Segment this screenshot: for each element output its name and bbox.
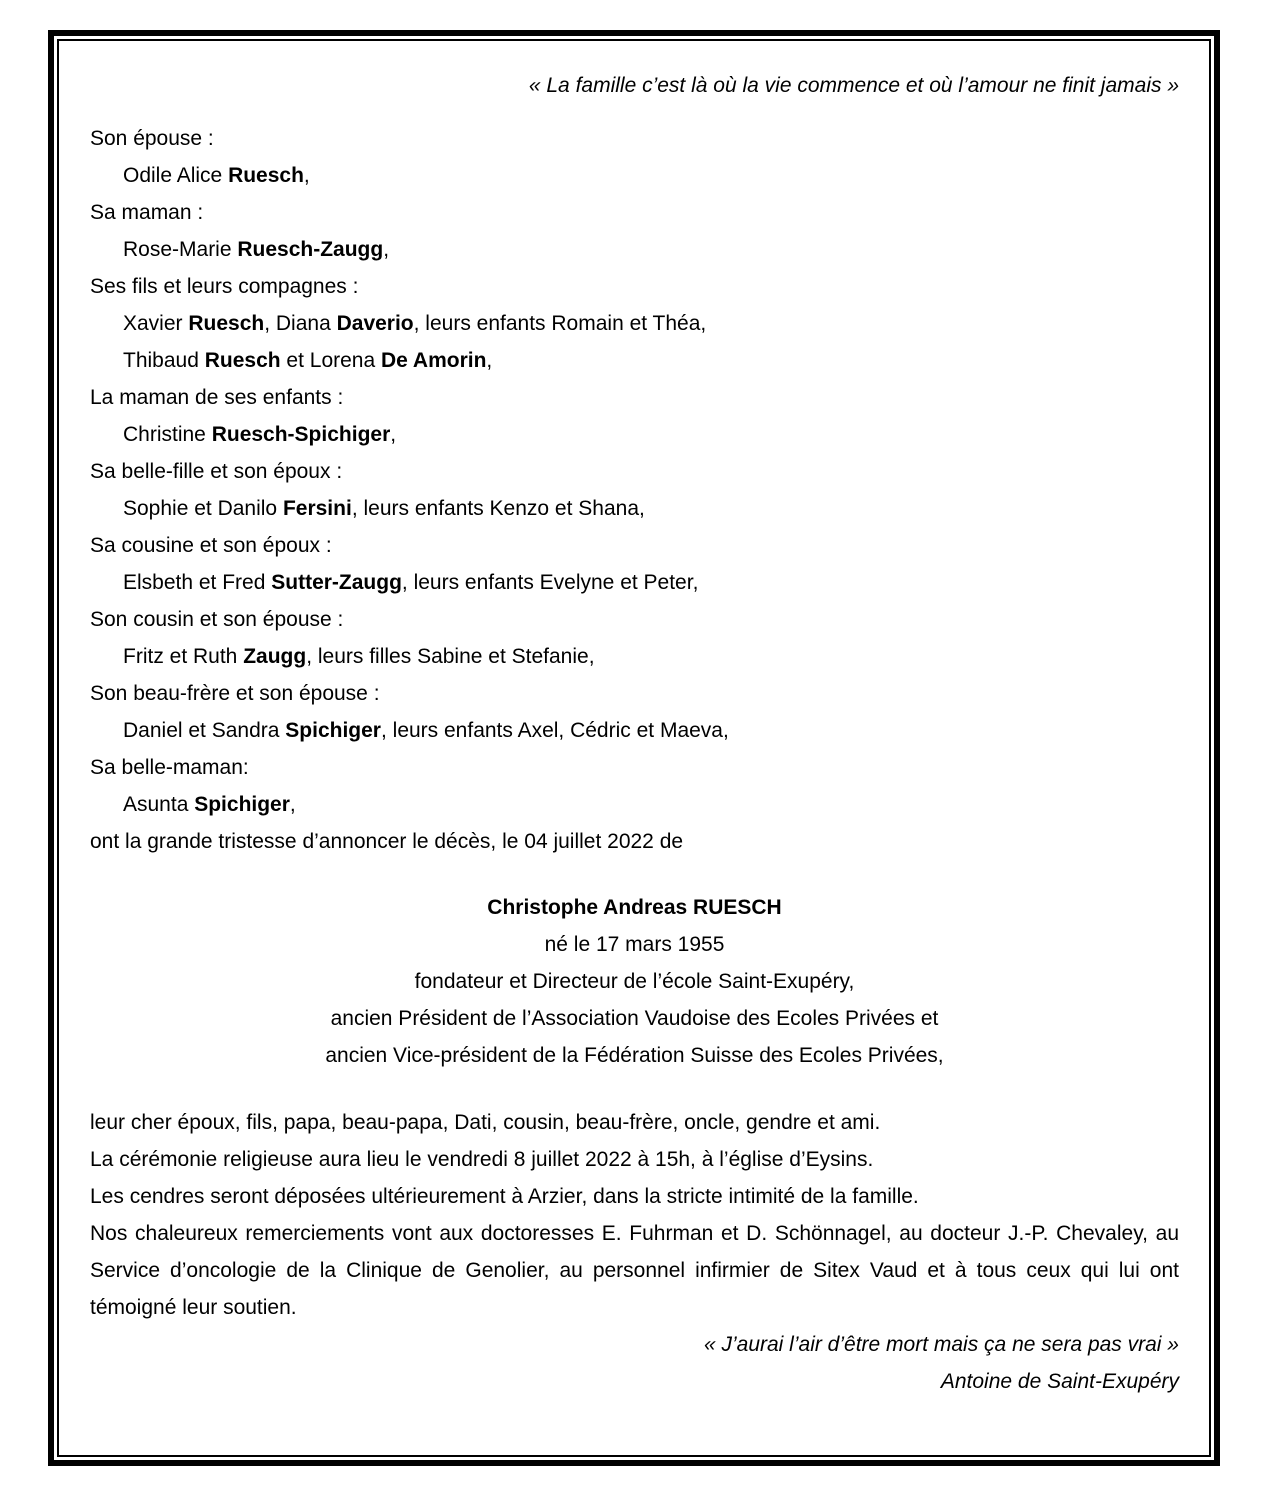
family-text: Thibaud [123, 349, 205, 372]
family-surname: Spichiger [194, 793, 290, 816]
family-surname: Ruesch [204, 349, 281, 372]
closing-block [90, 1326, 1179, 1400]
family-text: Xavier [123, 312, 189, 335]
family-surname: De Amorin [381, 349, 487, 372]
family-line [90, 379, 1179, 416]
deceased-detail-lines [90, 926, 1179, 1074]
family-text: Sa maman : [90, 201, 204, 224]
family-text: , leurs enfants Kenzo et Shana, [351, 497, 645, 520]
family-text: Sa belle-maman: [90, 756, 249, 779]
family-line [90, 231, 1179, 268]
document-frame [48, 30, 1220, 1466]
tribute-line: Les cendres seront déposées ultérieurement à Arzier, dans la stricte intimité de la famille. [90, 1185, 919, 1208]
family-surname: Ruesch [188, 312, 265, 335]
family-line [90, 601, 1179, 638]
tribute-paragraph: Nos chaleureux remerciements vont aux doctoresses E. Fuhrman et D. Schönnagel, au docteur J.-P. Chevaley, au Service d’oncologie de la Clinique de Genolier, au personnel infirmier de Sitex Vaud et à tous ceux qui lui ont témoigné leur soutien. [90, 1222, 1179, 1319]
family-surname: Ruesch [228, 164, 304, 187]
family-line [90, 194, 1179, 231]
family-text: , leurs filles Sabine et Stefanie, [306, 645, 595, 668]
family-text: , [303, 164, 310, 187]
family-surname: Ruesch-Zaugg [237, 238, 384, 261]
family-text: , leurs enfants Axel, Cédric et Maeva, [380, 719, 729, 742]
family-line [90, 786, 1179, 823]
family-surname: Sutter-Zaugg [271, 571, 402, 594]
deceased-block [90, 889, 1179, 1074]
closing-quote: « J’aurai l’air d’être mort mais ça ne sera pas vrai » [703, 1333, 1179, 1356]
family-text: Odile Alice [123, 164, 229, 187]
family-text: Son cousin et son épouse : [90, 608, 344, 631]
family-line [90, 342, 1179, 379]
family-surname: Fersini [282, 497, 352, 520]
family-text: Daniel et Sandra [123, 719, 286, 742]
family-text: Sa cousine et son époux : [90, 534, 332, 557]
family-text: Sa belle-fille et son époux : [90, 460, 343, 483]
family-line [90, 268, 1179, 305]
deceased-detail-line: fondateur et Directeur de l’école Saint-Exupéry, [414, 970, 855, 993]
family-line [90, 712, 1179, 749]
tribute-lines [90, 1104, 1179, 1215]
tribute-line: La cérémonie religieuse aura lieu le vendredi 8 juillet 2022 à 15h, à l’église d’Eysins. [90, 1148, 874, 1171]
family-line [90, 453, 1179, 490]
family-line [90, 527, 1179, 564]
family-surname: Ruesch-Spichiger [211, 423, 391, 446]
family-surname: Daverio [336, 312, 414, 335]
family-text: , [383, 238, 390, 261]
family-text: Son beau-frère et son épouse : [90, 682, 380, 705]
family-line [90, 120, 1179, 157]
family-text: et Lorena [280, 349, 381, 372]
family-text: , leurs enfants Romain et Théa, [413, 312, 707, 335]
family-text: , leurs enfants Evelyne et Peter, [401, 571, 699, 594]
family-text: Son épouse : [90, 127, 214, 150]
family-surname: Spichiger [285, 719, 381, 742]
family-text: Sophie et Danilo [123, 497, 283, 520]
announcement-line: ont la grande tristesse d’annoncer le décès, le 04 juillet 2022 de [90, 830, 684, 853]
family-text: Asunta [123, 793, 195, 816]
family-line [90, 675, 1179, 712]
family-line [90, 305, 1179, 342]
family-text: Fritz et Ruth [123, 645, 244, 668]
deceased-name: Christophe Andreas RUESCH [487, 896, 782, 919]
deceased-detail-line: ancien Vice-président de la Fédération Suisse des Ecoles Privées, [325, 1044, 944, 1067]
tribute-line: leur cher époux, fils, papa, beau-papa, Dati, cousin, beau-frère, oncle, gendre et ami. [90, 1111, 881, 1134]
family-line [90, 490, 1179, 527]
family-text: , Diana [264, 312, 337, 335]
family-line [90, 157, 1179, 194]
family-text: La maman de ses enfants : [90, 386, 344, 409]
family-line [90, 749, 1179, 786]
closing-attribution: Antoine de Saint-Exupéry [940, 1370, 1179, 1393]
family-line [90, 564, 1179, 601]
family-line [90, 638, 1179, 675]
deceased-detail-line: né le 17 mars 1955 [544, 933, 725, 956]
family-line [90, 416, 1179, 453]
opening-quote: « La famille c’est là où la vie commence et où l’amour ne finit jamais » [528, 74, 1179, 97]
family-text: , [289, 793, 296, 816]
family-list [90, 120, 1179, 823]
deceased-detail-line: ancien Président de l’Association Vaudoise des Ecoles Privées et [330, 1007, 939, 1030]
family-text: Rose-Marie [123, 238, 238, 261]
family-text: , [390, 423, 397, 446]
tribute-block [90, 1104, 1179, 1326]
family-text: Christine [123, 423, 212, 446]
family-text: Elsbeth et Fred [123, 571, 272, 594]
family-text: Ses fils et leurs compagnes : [90, 275, 359, 298]
document-frame-inner [57, 39, 1211, 1457]
family-surname: Zaugg [243, 645, 307, 668]
family-text: , [486, 349, 493, 372]
